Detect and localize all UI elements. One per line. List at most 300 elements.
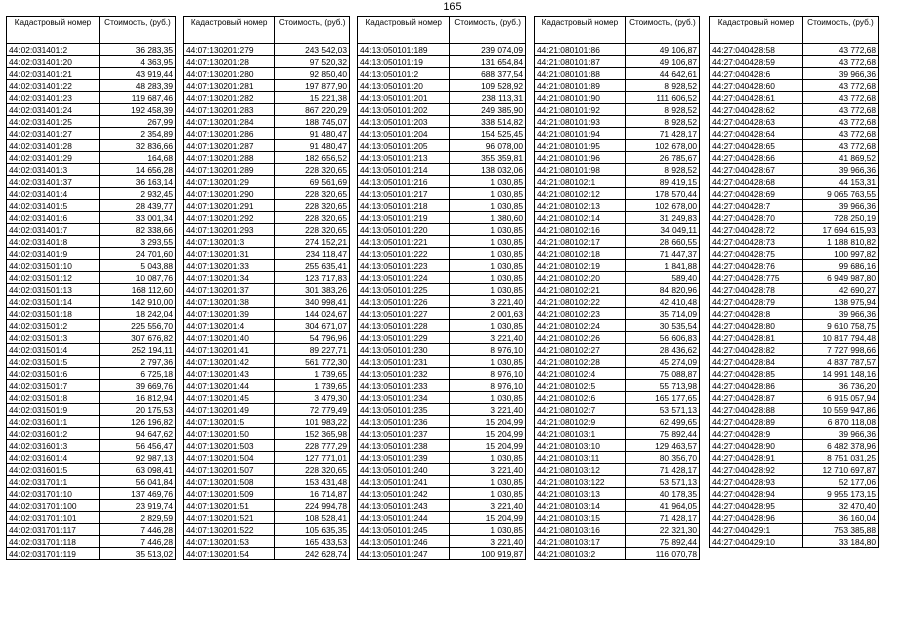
table-row xyxy=(535,68,700,80)
table-row xyxy=(710,536,879,548)
cadastral-number: 44:02:031401:28 xyxy=(7,140,100,152)
table-row xyxy=(7,320,176,332)
table-row xyxy=(184,548,350,560)
cost-value: 39 966,36 xyxy=(802,200,878,212)
cadastral-number: 44:21:080102:22 xyxy=(535,296,626,308)
cost-value: 39 966,36 xyxy=(802,68,878,80)
table-row xyxy=(184,476,350,488)
table-row xyxy=(7,116,176,128)
cost-value: 36 160,04 xyxy=(802,512,878,524)
cost-value: 2 797,36 xyxy=(99,356,175,368)
cadastral-number: 44:21:080102:13 xyxy=(535,200,626,212)
cost-value: 1 188 810,82 xyxy=(802,236,878,248)
cost-value: 6 482 378,96 xyxy=(802,440,878,452)
cadastral-number: 44:21:080102:5 xyxy=(535,380,626,392)
table-row xyxy=(710,260,879,272)
cost-value: 20 175,53 xyxy=(99,404,175,416)
cadastral-number: 44:13:050101:216 xyxy=(358,176,450,188)
cadastral-number: 44:27:040428:62 xyxy=(710,104,803,116)
cost-value: 9 065 763,55 xyxy=(802,188,878,200)
table-row xyxy=(184,320,350,332)
cost-value: 43 772,68 xyxy=(802,44,878,56)
cost-value: 8 976,10 xyxy=(450,344,526,356)
cost-value: 15 204,99 xyxy=(450,416,526,428)
cost-value: 39 669,76 xyxy=(99,380,175,392)
cadastral-number: 44:21:080102:1 xyxy=(535,176,626,188)
table-row xyxy=(184,92,350,104)
cost-value: 242 628,74 xyxy=(275,548,350,560)
cadastral-number: 44:27:040428:79 xyxy=(710,296,803,308)
table-row xyxy=(184,332,350,344)
table-row xyxy=(7,236,176,248)
header-row xyxy=(710,17,879,44)
cost-value: 239 074,09 xyxy=(450,44,526,56)
cadastral-number: 44:21:080102:12 xyxy=(535,188,626,200)
cost-value: 3 221,40 xyxy=(450,332,526,344)
cost-value: 197 877,90 xyxy=(275,80,350,92)
cadastral-number: 44:07:130201:507 xyxy=(184,464,275,476)
cost-value: 1 030,85 xyxy=(450,392,526,404)
cost-value: 28 660,55 xyxy=(625,236,699,248)
table-row xyxy=(184,164,350,176)
cadastral-number: 44:27:040428:95 xyxy=(710,500,803,512)
cadastral-number: 44:02:031501:10 xyxy=(7,260,100,272)
cadastral-number: 44:21:080102:18 xyxy=(535,248,626,260)
cost-value: 43 919,44 xyxy=(99,68,175,80)
cost-value: 49 106,87 xyxy=(625,44,699,56)
cost-value: 1 030,85 xyxy=(450,188,526,200)
cadastral-number: 44:13:050101:221 xyxy=(358,236,450,248)
cost-value: 8 928,52 xyxy=(625,164,699,176)
table-row xyxy=(710,92,879,104)
cadastral-number: 44:07:130201:29 xyxy=(184,176,275,188)
cadastral-number: 44:02:031401:9 xyxy=(7,248,100,260)
cadastral-number: 44:21:080103:1 xyxy=(535,428,626,440)
cost-value: 30 535,54 xyxy=(625,320,699,332)
cadastral-number: 44:21:080101:95 xyxy=(535,140,626,152)
cost-value: 267,99 xyxy=(99,116,175,128)
cost-value: 1 030,85 xyxy=(450,488,526,500)
cost-value: 1 380,60 xyxy=(450,212,526,224)
cost-value: 39 966,36 xyxy=(802,164,878,176)
cadastral-number: 44:13:050101:237 xyxy=(358,428,450,440)
cost-value: 6 949 987,80 xyxy=(802,272,878,284)
cost-value: 15 204,99 xyxy=(450,440,526,452)
table-row xyxy=(535,440,700,452)
table-row xyxy=(535,308,700,320)
table-row xyxy=(535,212,700,224)
cadastral-number: 44:07:130201:38 xyxy=(184,296,275,308)
cadastral-number: 44:27:040428:58 xyxy=(710,44,803,56)
cadastral-number: 44:02:031401:2 xyxy=(7,44,100,56)
cost-value: 111 606,52 xyxy=(625,92,699,104)
table-row xyxy=(7,524,176,536)
header-row xyxy=(184,17,350,44)
cost-value: 96 078,00 xyxy=(450,140,526,152)
cost-value: 80 356,70 xyxy=(625,452,699,464)
table-row xyxy=(535,392,700,404)
table-row xyxy=(710,152,879,164)
table-row xyxy=(535,416,700,428)
cost-value: 138 975,94 xyxy=(802,296,878,308)
cost-value: 153 431,48 xyxy=(275,476,350,488)
cadastral-number: 44:27:040428:78 xyxy=(710,284,803,296)
table-row xyxy=(710,476,879,488)
cost-value: 142 910,00 xyxy=(99,296,175,308)
cadastral-number: 44:21:080102:19 xyxy=(535,260,626,272)
table-row xyxy=(535,152,700,164)
cost-value: 42 690,27 xyxy=(802,284,878,296)
cadastral-number: 44:27:040428:65 xyxy=(710,140,803,152)
cadastral-number: 44:13:050101:225 xyxy=(358,284,450,296)
cost-value: 17 694 615,93 xyxy=(802,224,878,236)
cadastral-number: 44:07:130201:3 xyxy=(184,236,275,248)
table-row xyxy=(710,128,879,140)
table-row xyxy=(358,272,526,284)
table-row xyxy=(710,356,879,368)
table-row xyxy=(184,344,350,356)
table-row xyxy=(7,296,176,308)
cadastral-number: 44:27:040428:63 xyxy=(710,116,803,128)
table-row xyxy=(184,128,350,140)
table-row xyxy=(358,380,526,392)
table-row xyxy=(535,188,700,200)
table-row xyxy=(535,80,700,92)
cadastral-number: 44:27:040428:70 xyxy=(710,212,803,224)
table-row xyxy=(535,332,700,344)
cadastral-number: 44:07:130201:39 xyxy=(184,308,275,320)
table-row xyxy=(184,80,350,92)
header-cadastral-number: Кадастровый номер xyxy=(535,17,626,44)
table-row xyxy=(535,44,700,56)
cost-value: 8 976,10 xyxy=(450,368,526,380)
cadastral-number: 44:02:031501:13 xyxy=(7,284,100,296)
table-row xyxy=(535,512,700,524)
cadastral-number: 44:13:050101:239 xyxy=(358,452,450,464)
cost-value: 8 751 031,25 xyxy=(802,452,878,464)
cost-value: 228 320,65 xyxy=(275,164,350,176)
header-row xyxy=(7,17,176,44)
cadastral-number: 44:02:031501:7 xyxy=(7,380,100,392)
table-row xyxy=(7,80,176,92)
cost-value: 6 870 118,08 xyxy=(802,416,878,428)
cadastral-number: 44:13:050101:233 xyxy=(358,380,450,392)
table-row xyxy=(184,116,350,128)
cadastral-table-5 xyxy=(709,16,879,548)
table-row xyxy=(535,476,700,488)
cost-value: 1 030,85 xyxy=(450,236,526,248)
cost-value: 1 739,65 xyxy=(275,380,350,392)
table-row xyxy=(184,152,350,164)
table-row xyxy=(710,344,879,356)
cadastral-number: 44:21:080101:98 xyxy=(535,164,626,176)
cost-value: 561 772,30 xyxy=(275,356,350,368)
cadastral-number: 44:07:130201:508 xyxy=(184,476,275,488)
cadastral-number: 44:02:031401:3 xyxy=(7,164,100,176)
cost-value: 688 377,54 xyxy=(450,68,526,80)
table-row xyxy=(535,548,700,560)
cadastral-number: 44:21:080101:94 xyxy=(535,128,626,140)
cost-value: 100 997,82 xyxy=(802,248,878,260)
cadastral-number: 44:07:130201:291 xyxy=(184,200,275,212)
cadastral-number: 44:21:080101:90 xyxy=(535,92,626,104)
cost-value: 119 687,46 xyxy=(99,92,175,104)
cadastral-number: 44:07:130201:289 xyxy=(184,164,275,176)
cost-value: 53 571,13 xyxy=(625,404,699,416)
table-row xyxy=(358,452,526,464)
cost-value: 3 221,40 xyxy=(450,464,526,476)
table-row xyxy=(7,104,176,116)
cost-value: 39 966,36 xyxy=(802,308,878,320)
table-row xyxy=(710,488,879,500)
cost-value: 44 153,31 xyxy=(802,176,878,188)
cost-value: 43 772,68 xyxy=(802,140,878,152)
cadastral-number: 44:02:031501:18 xyxy=(7,308,100,320)
cost-value: 43 772,68 xyxy=(802,128,878,140)
cost-value: 43 772,68 xyxy=(802,104,878,116)
cadastral-number: 44:02:031501:14 xyxy=(7,296,100,308)
table-row xyxy=(535,176,700,188)
table-row xyxy=(535,236,700,248)
cadastral-number: 44:27:040428:67 xyxy=(710,164,803,176)
table-row xyxy=(358,488,526,500)
cadastral-number: 44:27:040428:75 xyxy=(710,248,803,260)
cost-value: 55 713,98 xyxy=(625,380,699,392)
cost-value: 72 779,49 xyxy=(275,404,350,416)
cadastral-number: 44:02:031401:23 xyxy=(7,92,100,104)
cost-value: 8 928,52 xyxy=(625,116,699,128)
cost-value: 165 433,53 xyxy=(275,536,350,548)
cadastral-number: 44:13:050101:224 xyxy=(358,272,450,284)
table-row xyxy=(535,464,700,476)
table-row xyxy=(7,344,176,356)
cost-value: 1 030,85 xyxy=(450,224,526,236)
cadastral-number: 44:21:080103:11 xyxy=(535,452,626,464)
cadastral-number: 44:21:080101:93 xyxy=(535,116,626,128)
table-row xyxy=(710,512,879,524)
table-row xyxy=(7,440,176,452)
table-row xyxy=(358,308,526,320)
cadastral-number: 44:13:050101:228 xyxy=(358,320,450,332)
cadastral-number: 44:02:031601:2 xyxy=(7,428,100,440)
table-row xyxy=(358,152,526,164)
cost-value: 3 221,40 xyxy=(450,296,526,308)
cost-value: 338 514,82 xyxy=(450,116,526,128)
cost-value: 10 817 794,48 xyxy=(802,332,878,344)
cost-value: 228 777,29 xyxy=(275,440,350,452)
cost-value: 53 571,13 xyxy=(625,476,699,488)
cost-value: 48 283,39 xyxy=(99,80,175,92)
table-row xyxy=(535,452,700,464)
cadastral-number: 44:02:031501:5 xyxy=(7,356,100,368)
cadastral-number: 44:02:031401:4 xyxy=(7,188,100,200)
cost-value: 228 320,65 xyxy=(275,200,350,212)
cadastral-number: 44:07:130201:54 xyxy=(184,548,275,560)
table-row xyxy=(710,272,879,284)
cadastral-number: 44:13:050101:202 xyxy=(358,104,450,116)
header-cost: Стоимость, (руб.) xyxy=(802,17,878,44)
cadastral-number: 44:02:031701:101 xyxy=(7,512,100,524)
cadastral-number: 44:27:040428:69 xyxy=(710,188,803,200)
table-row xyxy=(184,296,350,308)
cost-value: 255 635,41 xyxy=(275,260,350,272)
cadastral-number: 44:02:031601:1 xyxy=(7,416,100,428)
cost-value: 62 499,65 xyxy=(625,416,699,428)
cost-value: 43 772,68 xyxy=(802,80,878,92)
table-row xyxy=(535,524,700,536)
cost-value: 28 436,62 xyxy=(625,344,699,356)
cost-value: 340 998,41 xyxy=(275,296,350,308)
table-row xyxy=(358,440,526,452)
cost-value: 355 359,81 xyxy=(450,152,526,164)
cadastral-number: 44:27:040428:88 xyxy=(710,404,803,416)
cost-value: 182 656,52 xyxy=(275,152,350,164)
cost-value: 9 610 758,75 xyxy=(802,320,878,332)
cost-value: 138 032,06 xyxy=(450,164,526,176)
cadastral-number: 44:07:130201:521 xyxy=(184,512,275,524)
cadastral-number: 44:21:080102:21 xyxy=(535,284,626,296)
table-row xyxy=(710,140,879,152)
table-row xyxy=(184,248,350,260)
cadastral-number: 44:13:050101:242 xyxy=(358,488,450,500)
table-row xyxy=(7,92,176,104)
header-row xyxy=(535,17,700,44)
table-row xyxy=(358,224,526,236)
cadastral-number: 44:07:130201:288 xyxy=(184,152,275,164)
table-row xyxy=(358,56,526,68)
cost-value: 43 772,68 xyxy=(802,56,878,68)
table-row xyxy=(535,368,700,380)
table-row xyxy=(710,332,879,344)
table-row xyxy=(7,56,176,68)
cadastral-number: 44:07:130201:290 xyxy=(184,188,275,200)
table-row xyxy=(358,356,526,368)
cadastral-number: 44:07:130201:44 xyxy=(184,380,275,392)
cost-value: 10 559 947,86 xyxy=(802,404,878,416)
cadastral-number: 44:21:080103:122 xyxy=(535,476,626,488)
table-row xyxy=(358,296,526,308)
cost-value: 1 030,85 xyxy=(450,284,526,296)
table-row xyxy=(535,380,700,392)
cadastral-number: 44:13:050101:232 xyxy=(358,368,450,380)
cost-value: 238 113,31 xyxy=(450,92,526,104)
table-row xyxy=(710,68,879,80)
table-row xyxy=(7,260,176,272)
cadastral-number: 44:21:080102:16 xyxy=(535,224,626,236)
cost-value: 274 152,21 xyxy=(275,236,350,248)
cadastral-number: 44:02:031501:4 xyxy=(7,344,100,356)
table-row xyxy=(7,140,176,152)
cost-value: 4 363,95 xyxy=(99,56,175,68)
cost-value: 6 915 057,94 xyxy=(802,392,878,404)
cadastral-number: 44:13:050101:20 xyxy=(358,80,450,92)
cadastral-number: 44:02:031401:21 xyxy=(7,68,100,80)
table-row xyxy=(358,176,526,188)
table-row xyxy=(7,416,176,428)
cost-value: 1 030,85 xyxy=(450,272,526,284)
cost-value: 2 354,89 xyxy=(99,128,175,140)
cadastral-number: 44:13:050101:238 xyxy=(358,440,450,452)
table-row xyxy=(184,140,350,152)
table-row xyxy=(710,368,879,380)
cadastral-number: 44:07:130201:41 xyxy=(184,344,275,356)
cost-value: 131 654,84 xyxy=(450,56,526,68)
cadastral-number: 44:13:050101:205 xyxy=(358,140,450,152)
table-row xyxy=(7,176,176,188)
cost-value: 63 098,41 xyxy=(99,464,175,476)
header-cost: Стоимость, (руб.) xyxy=(275,17,350,44)
cadastral-number: 44:02:031501:9 xyxy=(7,404,100,416)
table-row xyxy=(184,488,350,500)
cost-value: 228 320,65 xyxy=(275,212,350,224)
table-row xyxy=(7,224,176,236)
table-row xyxy=(535,224,700,236)
table-row xyxy=(184,440,350,452)
table-row xyxy=(7,392,176,404)
cadastral-number: 44:13:050101:246 xyxy=(358,536,450,548)
cost-value: 1 030,85 xyxy=(450,248,526,260)
cadastral-number: 44:27:040428:90 xyxy=(710,440,803,452)
cost-value: 188 745,07 xyxy=(275,116,350,128)
table-row xyxy=(184,416,350,428)
table-row xyxy=(358,500,526,512)
table-row xyxy=(7,68,176,80)
table-row xyxy=(535,272,700,284)
cost-value: 164,68 xyxy=(99,152,175,164)
cadastral-number: 44:21:080101:88 xyxy=(535,68,626,80)
table-row xyxy=(7,548,176,560)
cost-value: 1 030,85 xyxy=(450,452,526,464)
cost-value: 16 812,94 xyxy=(99,392,175,404)
header-cost: Стоимость, (руб.) xyxy=(450,17,526,44)
cost-value: 24 701,60 xyxy=(99,248,175,260)
cost-value: 228 320,65 xyxy=(275,224,350,236)
cost-value: 3 293,55 xyxy=(99,236,175,248)
cost-value: 49 106,87 xyxy=(625,56,699,68)
cadastral-number: 44:21:080101:89 xyxy=(535,80,626,92)
table-row xyxy=(358,428,526,440)
cost-value: 10 087,76 xyxy=(99,272,175,284)
cost-value: 109 528,92 xyxy=(450,80,526,92)
table-row xyxy=(710,308,879,320)
cost-value: 728 250,19 xyxy=(802,212,878,224)
cadastral-number: 44:02:031401:8 xyxy=(7,236,100,248)
cadastral-number: 44:07:130201:34 xyxy=(184,272,275,284)
cadastral-number: 44:07:130201:279 xyxy=(184,44,275,56)
table-row xyxy=(184,236,350,248)
cost-value: 753 385,88 xyxy=(802,524,878,536)
cost-value: 178 570,44 xyxy=(625,188,699,200)
cost-value: 3 479,30 xyxy=(275,392,350,404)
cost-value: 26 785,67 xyxy=(625,152,699,164)
table-row xyxy=(184,536,350,548)
cost-value: 154 525,45 xyxy=(450,128,526,140)
table-row xyxy=(7,428,176,440)
table-row xyxy=(358,404,526,416)
cadastral-number: 44:21:080103:2 xyxy=(535,548,626,560)
cadastral-number: 44:07:130201:292 xyxy=(184,212,275,224)
page-number: 165 xyxy=(443,1,462,13)
cost-value: 3 221,40 xyxy=(450,500,526,512)
cost-value: 1 030,85 xyxy=(450,176,526,188)
table-row xyxy=(358,200,526,212)
table-row xyxy=(184,512,350,524)
cost-value: 12 710 697,87 xyxy=(802,464,878,476)
cadastral-number: 44:02:031501:12 xyxy=(7,272,100,284)
cadastral-number: 44:13:050101:19 xyxy=(358,56,450,68)
cost-value: 89 419,15 xyxy=(625,176,699,188)
table-row xyxy=(358,164,526,176)
